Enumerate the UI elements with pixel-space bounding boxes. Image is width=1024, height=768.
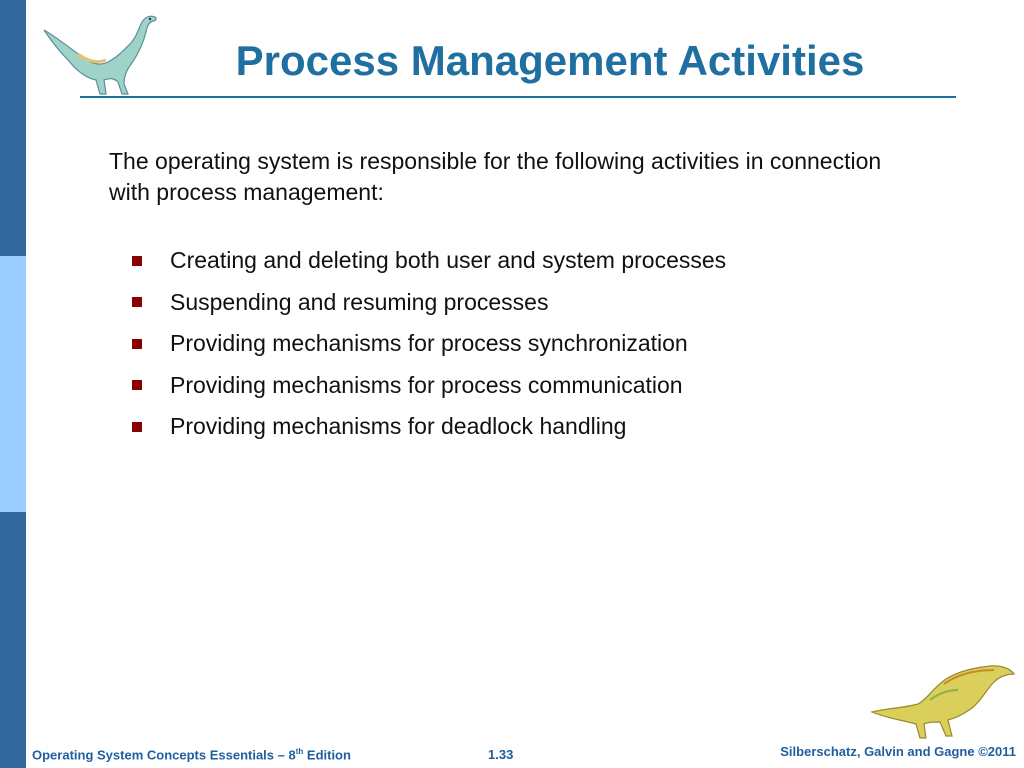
list-item xyxy=(132,282,892,324)
sidebar-band-bottom xyxy=(0,512,26,768)
footer-book-suffix: Edition xyxy=(303,747,351,763)
title-divider xyxy=(80,96,956,98)
square-bullet-icon xyxy=(132,380,142,390)
footer-book-superscript: th xyxy=(295,747,304,756)
footer-copyright: Silberschatz, Galvin and Gagne ©2011 xyxy=(780,744,1016,759)
list-item-text: Providing mechanisms for process communication xyxy=(170,371,683,398)
list-item xyxy=(132,365,892,407)
square-bullet-icon xyxy=(132,422,142,432)
footer-book-title xyxy=(32,747,351,762)
dinosaur-icon xyxy=(868,660,1018,740)
page-number: 1.33 xyxy=(488,747,514,762)
square-bullet-icon xyxy=(132,339,142,349)
intro-paragraph: The operating system is responsible for the following activities in connection with process management: xyxy=(109,148,882,205)
activity-list xyxy=(132,240,892,448)
sidebar-band-top xyxy=(0,0,26,256)
sidebar-band-middle xyxy=(0,256,26,512)
slide-title: Process Management Activities xyxy=(235,37,865,84)
dinosaur-icon xyxy=(38,8,160,96)
list-item xyxy=(132,240,892,282)
square-bullet-icon xyxy=(132,297,142,307)
list-item xyxy=(132,406,892,448)
list-item-text: Creating and deleting both user and system processes xyxy=(170,247,727,274)
list-item-text: Suspending and resuming processes xyxy=(170,288,549,315)
footer-book-prefix: Operating System Concepts Essentials – 8 xyxy=(32,747,296,763)
list-item xyxy=(132,323,892,365)
square-bullet-icon xyxy=(132,256,142,266)
list-item-text: Providing mechanisms for deadlock handling xyxy=(170,413,627,440)
list-item-text: Providing mechanisms for process synchronization xyxy=(170,330,688,357)
